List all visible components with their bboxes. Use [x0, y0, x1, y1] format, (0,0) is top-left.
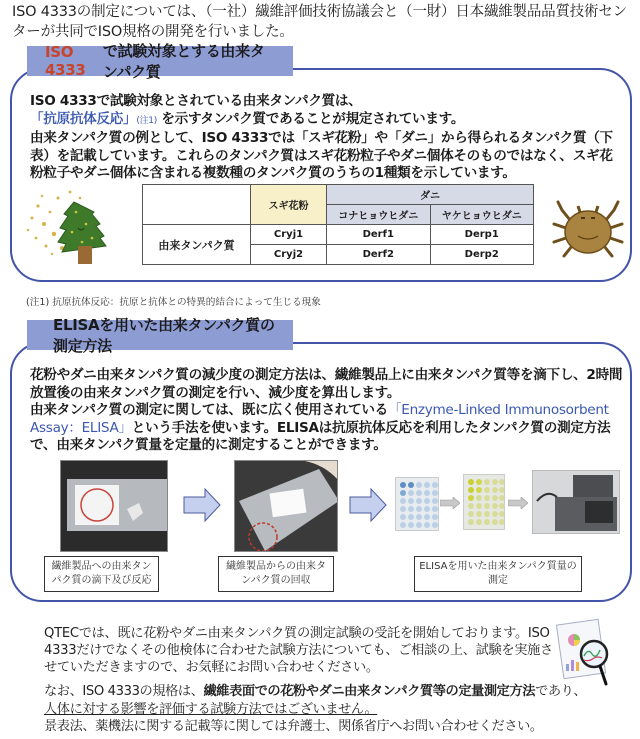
- table-cell: Derp2: [430, 245, 534, 265]
- photo-elisa-plate-blue: [395, 477, 439, 531]
- dust-mite-illustration: [548, 196, 628, 262]
- contact-paragraph: QTECでは、既に花粉やダニ由来タンパク質の測定試験の受託を開始しております。ISO 4333だけでなくその他検体に合わせた試験方法についても、ご相談の上、試験を実施させていただきますので、お気軽にお問い合わせください。: [44, 626, 553, 675]
- notice-bold: 繊維表面での花粉やダニ由来タンパク質等の定量測定方法: [203, 684, 536, 699]
- report-magnifier-icon: [552, 618, 618, 688]
- section-header-allergens: [27, 42, 293, 81]
- header-highlight: ISO 4333: [45, 43, 86, 79]
- table-cell: Derf2: [327, 245, 431, 265]
- body-line: という手法を使います。ELISAは抗原抗体反応を利用したタンパク質の測定方法で、由来タンパク質量を定量的に測定することができます。: [30, 419, 611, 454]
- section-header-elisa: ELISAを用いた由来タンパク質の測定方法: [27, 320, 293, 350]
- table-cell: Derf1: [327, 225, 431, 245]
- table-cell: Cryj1: [251, 225, 327, 245]
- photo-plate-reader: [532, 470, 620, 534]
- table-cell: Cryj2: [251, 245, 327, 265]
- photo-drop-protein: [60, 460, 168, 552]
- footnote-ref: (注1): [136, 115, 157, 126]
- table-subheader: ヤケヒョウヒダニ: [430, 205, 534, 225]
- step-caption: 繊維製品への由来タンパク質の滴下及び反応: [44, 556, 159, 592]
- term-elisa: 「Enzyme-Linked Immunosorbent Assay：ELISA」: [30, 402, 609, 436]
- table-row-label: 由来タンパク質: [143, 225, 251, 265]
- notice-text: なお、ISO 4333の規格は、: [44, 684, 204, 699]
- body-line: 由来タンパク質の例として、ISO 4333では「スギ花粉」や「ダニ」から得られるタンパク質（下表）を記載しています。これらのタンパク質はスギ花粉粒子やダニ個体そのものではなく、スギ花粉粒子やダニ個体に含まれる複数種のタンパク質のうちの1種類を示しています。: [30, 130, 613, 182]
- body-line: ISO 4333で試験対象とされている由来タンパク質は、: [30, 93, 362, 109]
- table-corner: [143, 185, 251, 225]
- section-body-allergens: [30, 93, 620, 183]
- cedar-tree-illustration: [24, 184, 116, 266]
- table-header-sugi: スギ花粉: [251, 185, 327, 225]
- disclaimer-paragraph: [44, 683, 634, 736]
- table-header-dani: ダニ: [327, 185, 534, 205]
- notice-text: 景表法、薬機法に関する記載等に関しては弁護士、関係省庁へお問い合わせください。: [44, 719, 543, 734]
- step-caption: ELISAを用いた由来タンパク質量の測定: [414, 556, 582, 592]
- term-antigen-antibody: 「抗原抗体反応」: [30, 110, 137, 127]
- body-line: 花粉やダニ由来タンパク質の減少度の測定方法は、繊維製品上に由来タンパク質等を滴下し、2時間放置後の由来タンパク質の測定を行い、減少度を算出します。: [30, 367, 623, 401]
- arrow-right-icon: [183, 488, 221, 522]
- notice-text: であり、: [535, 684, 587, 699]
- section-body-elisa: [30, 367, 625, 455]
- footnote-antigen-antibody: (注1) 抗原抗体反応：抗原と抗体との特異的結合によって生じる現象: [26, 297, 321, 308]
- photo-elisa-plate-yellow: [463, 474, 505, 530]
- header-text: で試験対象とする由来タンパク質: [102, 42, 265, 81]
- notice-underlined: 人体に対する影響を評価する試験方法ではございません。: [44, 701, 378, 717]
- photo-recover-protein: [234, 460, 338, 552]
- allergen-table: [142, 184, 534, 265]
- body-line: を示すタンパク質であることが規定されています。: [161, 110, 465, 127]
- intro-paragraph: ISO 4333の制定については、（一社）繊維評価技術協議会と（一財）日本繊維製品品質技術センターが共同でISO規格の開発を行いました。: [12, 4, 627, 40]
- table-subheader: コナヒョウヒダニ: [327, 205, 431, 225]
- step-caption: 繊維製品からの由来タンパク質の回収: [218, 556, 334, 592]
- table-cell: Derp1: [430, 225, 534, 245]
- arrow-right-icon: [508, 497, 528, 509]
- arrow-right-icon: [349, 488, 387, 522]
- arrow-right-icon: [440, 497, 460, 509]
- body-line: 由来タンパク質の測定に関しては、既に広く使用されている: [30, 402, 388, 419]
